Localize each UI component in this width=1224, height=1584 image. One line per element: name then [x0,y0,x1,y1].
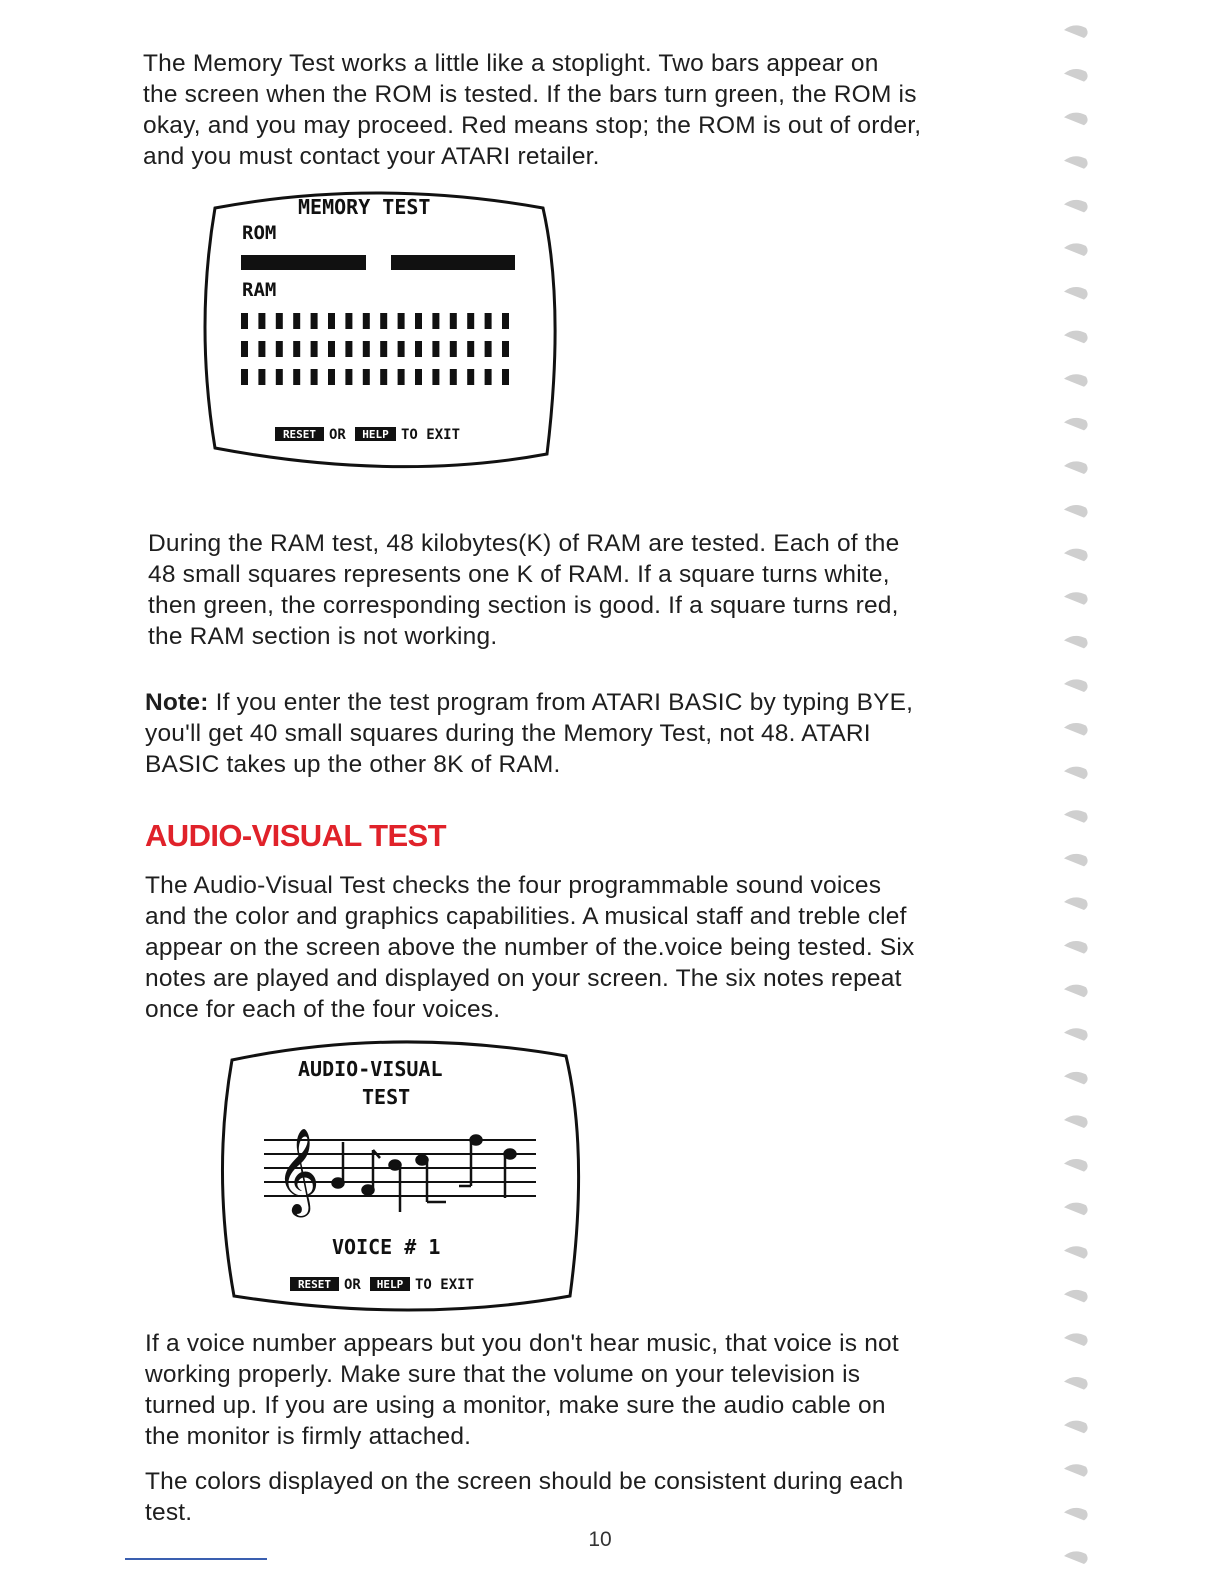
ram-square [345,313,352,329]
note-paragraph [145,687,913,780]
text-line: you'll get 40 small squares during the Memory Test, not 48. ATARI [145,720,871,747]
voice-indicator: VOICE # 1 [332,1235,441,1259]
text-line: notes are played and displayed on your screen. The six notes repeat [145,965,902,992]
binding-hole [1064,331,1088,344]
ram-square [398,341,405,357]
ram-square [258,369,265,385]
ram-square [380,341,387,357]
rom-bar-1 [241,255,366,270]
text-line: working properly. Make sure that the volume on your television is [145,1361,861,1388]
ram-square [502,341,509,357]
binding-hole [1064,1551,1088,1564]
ram-square [241,341,248,357]
text-line: The Memory Test works a little like a stoplight. Two bars appear on [143,50,879,77]
binding-hole [1064,200,1088,213]
spiral-binding [1058,0,1118,1584]
binding-hole [1064,767,1088,780]
text-line: If a voice number appears but you don't hear music, that voice is not [145,1330,899,1357]
ram-square [432,369,439,385]
binding-hole [1064,723,1088,736]
rom-label: ROM [242,222,277,244]
binding-hole [1064,636,1088,649]
ram-square [485,369,492,385]
page-number: 10 [588,1528,612,1551]
binding-hole [1064,1115,1088,1128]
ram-square [328,313,335,329]
av-title-line1: AUDIO-VISUAL [298,1057,443,1081]
text-line: test. [145,1499,193,1526]
binding-hole [1064,156,1088,169]
text-line [145,687,913,718]
audio-visual-paragraph [145,870,915,1025]
memory-test-intro [143,48,921,172]
ram-square [328,369,335,385]
ram-square [276,341,283,357]
text-line: appear on the screen above the number of the.voice being tested. Six [145,934,915,961]
binding-hole [1064,25,1088,38]
ram-square [311,369,318,385]
help-key-label: HELP [376,1278,404,1291]
binding-hole [1064,505,1088,518]
note-text: If you enter the test program from ATARI BASIC by typing BYE, [208,689,914,716]
ram-square [345,369,352,385]
ram-square [380,313,387,329]
audio-visual-tv-frame [214,1034,589,1324]
binding-hole [1064,592,1088,605]
text-line: the screen when the ROM is tested. If the bars turn green, the ROM is [143,81,917,108]
ram-test-paragraph [148,528,899,652]
binding-hole [1064,418,1088,431]
binding-hole [1064,1377,1088,1390]
ram-label: RAM [242,279,277,301]
binding-hole [1064,1028,1088,1041]
ram-square-grid [241,313,509,385]
ram-square [467,341,474,357]
reset-key-label: RESET [282,428,317,441]
text-line: the monitor is firmly attached. [145,1423,472,1450]
ram-square [328,341,335,357]
text-line: 48 small squares represents one K of RAM. If a square turns white, [148,561,890,588]
memory-test-title: MEMORY TEST [298,195,431,219]
binding-hole [1064,1290,1088,1303]
binding-hole [1064,897,1088,910]
ram-square [345,341,352,357]
ram-square [450,313,457,329]
music-notes [333,1136,516,1213]
text-line: okay, and you may proceed. Red means stop; the ROM is out of order, [143,112,922,139]
text-line: and you must contact your ATARI retailer. [143,143,600,170]
ram-square [502,369,509,385]
ram-square [380,369,387,385]
binding-hole [1064,1421,1088,1434]
ram-square [363,369,370,385]
ram-square [502,313,509,329]
ram-square [450,341,457,357]
ram-square [432,313,439,329]
binding-hole [1064,1508,1088,1521]
ram-square [276,369,283,385]
ram-square [293,313,300,329]
av-title-line2: TEST [362,1085,411,1109]
voice-paragraph [145,1328,899,1452]
ram-square [450,369,457,385]
binding-hole [1064,985,1088,998]
exit-text: TO EXIT [401,427,461,443]
ram-square [467,313,474,329]
binding-hole [1064,1333,1088,1346]
footer-rule [125,1558,267,1560]
section-heading: AUDIO-VISUAL TEST [145,818,446,853]
ram-square [398,369,405,385]
reset-key-label: RESET [297,1278,332,1291]
binding-hole [1064,461,1088,474]
binding-hole [1064,1246,1088,1259]
ram-square [467,369,474,385]
or-text: OR [329,427,346,443]
ram-square [398,313,405,329]
text-line: The colors displayed on the screen should be consistent during each [145,1468,904,1495]
memory-test-screen [195,186,570,478]
text-line: and the color and graphics capabilities. A musical staff and treble clef [145,903,907,930]
treble-clef-icon: 𝄞 [276,1128,320,1214]
ram-square [432,341,439,357]
ram-square [485,313,492,329]
ram-square [293,341,300,357]
ram-square [241,369,248,385]
ram-square [363,313,370,329]
binding-hole [1064,810,1088,823]
binding-hole [1064,113,1088,126]
binding-hole [1064,549,1088,562]
ram-square [241,313,248,329]
or-text: OR [344,1277,361,1293]
ram-square [485,341,492,357]
text-line: During the RAM test, 48 kilobytes(K) of RAM are tested. Each of the [148,530,900,557]
binding-hole [1064,854,1088,867]
note-label: Note: [145,689,209,716]
text-line: then green, the corresponding section is good. If a square turns red, [148,592,899,619]
ram-square [415,341,422,357]
ram-square [415,369,422,385]
ram-square [276,313,283,329]
ram-square [293,369,300,385]
audio-visual-screen [214,1034,589,1324]
ram-square [311,341,318,357]
text-line: once for each of the four voices. [145,996,501,1023]
binding-hole [1064,1159,1088,1172]
binding-hole [1064,243,1088,256]
text-line: turned up. If you are using a monitor, make sure the audio cable on [145,1392,886,1419]
text-line: The Audio-Visual Test checks the four programmable sound voices [145,872,882,899]
binding-hole [1064,1203,1088,1216]
text-line: the RAM section is not working. [148,623,498,650]
ram-square [258,341,265,357]
ram-square [415,313,422,329]
binding-hole [1064,1072,1088,1085]
ram-square [363,341,370,357]
binding-hole [1064,941,1088,954]
exit-text: TO EXIT [415,1277,475,1293]
ram-square [258,313,265,329]
binding-hole [1064,69,1088,82]
binding-hole [1064,374,1088,387]
help-key-label: HELP [362,428,389,441]
memory-test-tv-frame [195,186,570,478]
rom-bar-2 [391,255,515,270]
ram-square [311,313,318,329]
binding-hole [1064,679,1088,692]
colors-paragraph [145,1466,903,1528]
text-line: BASIC takes up the other 8K of RAM. [145,751,561,778]
binding-hole [1064,287,1088,300]
binding-hole [1064,1464,1088,1477]
